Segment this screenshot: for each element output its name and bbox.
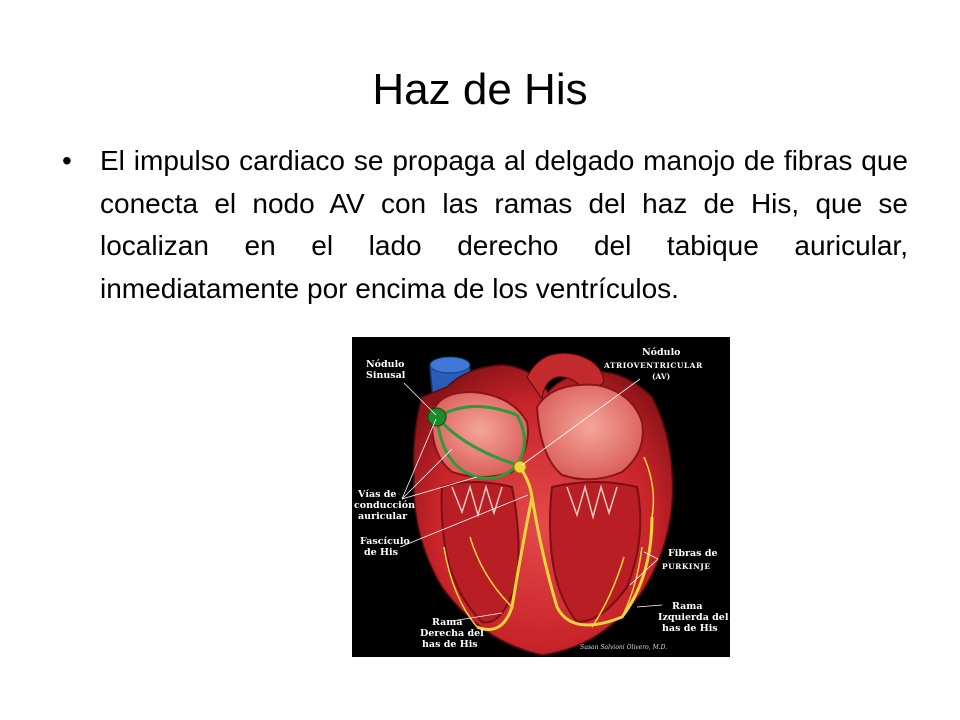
label-nodulo-av-1: Nódulo [642, 347, 681, 358]
label-fasciculo-1: Fascículo [360, 536, 410, 547]
label-nodulo-av-2: ATRIOVENTRICULAR [604, 361, 703, 370]
label-purkinje-1: Fibras de [668, 548, 718, 559]
label-nodulo-sinusal-1: Nódulo [366, 359, 405, 370]
label-vias-2: conducción [354, 500, 415, 511]
illustrator-signature: Susan Salvioni Olivero, M.D. [580, 644, 668, 651]
heart-conduction-diagram [352, 337, 730, 657]
label-rama-der-3: has de His [422, 639, 478, 650]
label-purkinje-2: PURKINJE [662, 562, 711, 571]
label-nodulo-sinusal-2: Sinusal [366, 370, 406, 381]
label-rama-der-2: Derecha del [420, 628, 484, 639]
slide-title: Haz de His [372, 65, 588, 114]
label-rama-izq-3: has de His [662, 623, 718, 634]
heart-illustration [352, 337, 730, 657]
label-rama-der-1: Rama [432, 617, 463, 628]
bullet-item [62, 140, 908, 310]
bullet-text: El impulso cardiaco se propaga al delgado manojo de fibras que conecta el nodo AV con las ramas del haz de His, que se localizan en el lado derecho del tabique auricular, inmediatamente por encima de los ventrículos. [100, 145, 908, 304]
bullet-dot-icon: • [62, 145, 72, 176]
sinus-node-icon [428, 408, 446, 426]
label-fasciculo-2: de His [364, 547, 398, 558]
label-rama-izq-2: Izquierda del [658, 612, 729, 623]
label-rama-izq-1: Rama [672, 601, 703, 612]
label-vias-1: Vías de [358, 489, 397, 500]
label-nodulo-av-3: (AV) [652, 372, 671, 381]
label-vias-3: auricular [358, 511, 408, 522]
left-atrium-icon [537, 385, 643, 480]
